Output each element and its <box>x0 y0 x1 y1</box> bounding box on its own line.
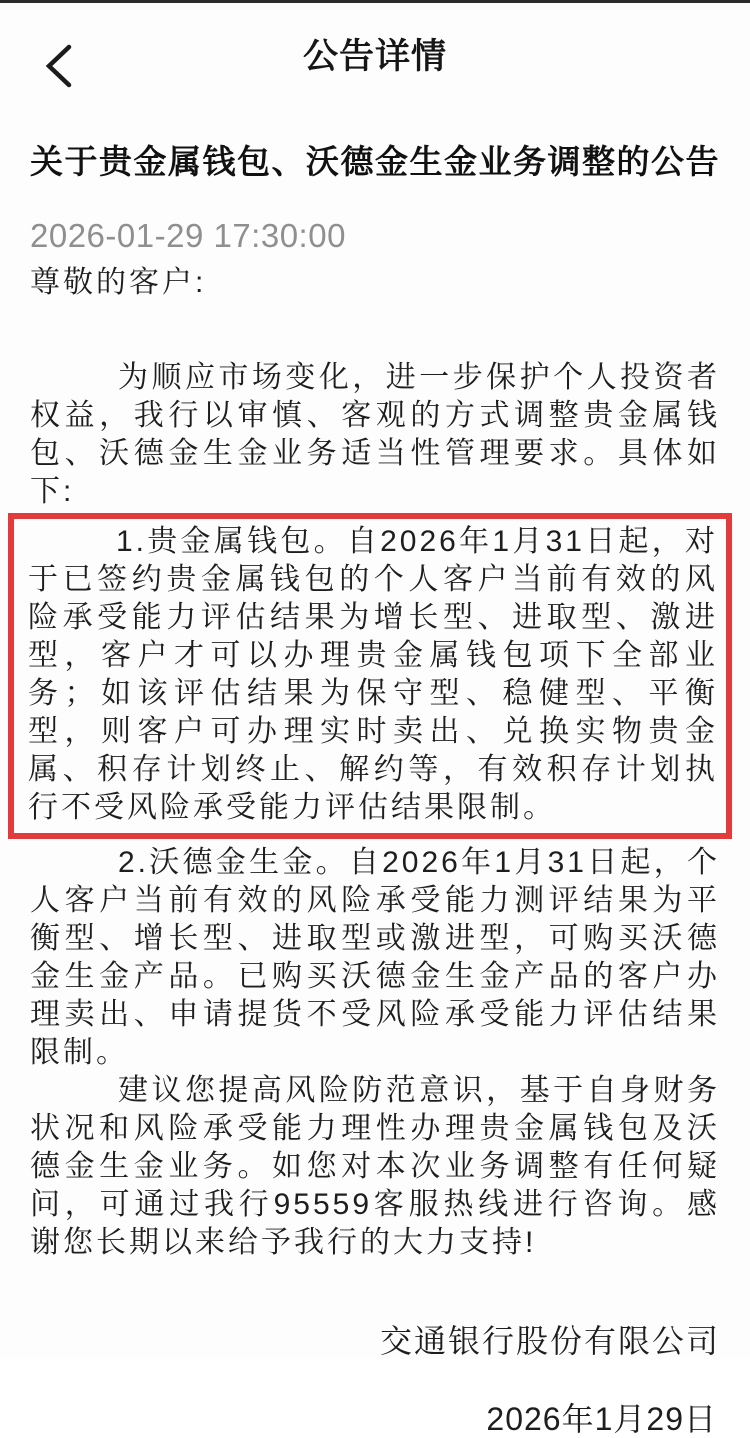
paragraph-item1: 1.贵金属钱包。自2026年1月31日起，对于已签约贵金属钱包的个人客户当前有效的风险承受能力评估结果为增长型、进取型、激进型，客户才可以办理贵金属钱包项下全部业务；如该评估结果为保守型、稳健型、平衡型，则客户可办理实时卖出、兑换实物贵金属、积存计划终止、解约等，有效积存计划执行不受风险承受能力评估结果限制。 <box>28 525 718 824</box>
page-title: 公告详情 <box>302 37 447 76</box>
announcement-title: 关于贵金属钱包、沃德金生金业务调整的公告 <box>30 143 720 180</box>
announcement-datetime: 2026-01-29 17:30:00 <box>30 217 346 254</box>
paragraph-item2: 2.沃德金生金。自2026年1月31日起，个人客户当前有效的风险承受能力测评结果为平衡型、增长型、进取型或激进型，可购买沃德金生金产品。已购买沃德金生金产品的客户办理卖出、申请提货不受风险承受能力评估结果限制。 <box>30 846 720 1069</box>
paragraph-intro: 为顺应市场变化，进一步保护个人投资者权益，我行以审慎、客观的方式调整贵金属钱包、沃德金生金业务适当性管理要求。具体如下: <box>30 361 720 508</box>
content-scroll-area[interactable] <box>0 142 750 1438</box>
salutation: 尊敬的客户: <box>30 266 207 299</box>
signature-company: 交通银行股份有限公司 <box>379 1323 720 1359</box>
navbar <box>0 3 750 103</box>
highlighted-paragraph-box <box>8 513 732 839</box>
chevron-left-icon <box>42 77 76 92</box>
signature-date: 2026年1月29日 <box>486 1401 717 1437</box>
paragraph-advice: 建议您提高风险防范意识，基于自身财务状况和风险承受能力理性办理贵金属钱包及沃德金生金业务。如您对本次业务调整有任何疑问，可通过我行95559客服热线进行咨询。感谢您长期以来给予我行的大力支持! <box>30 1074 720 1259</box>
